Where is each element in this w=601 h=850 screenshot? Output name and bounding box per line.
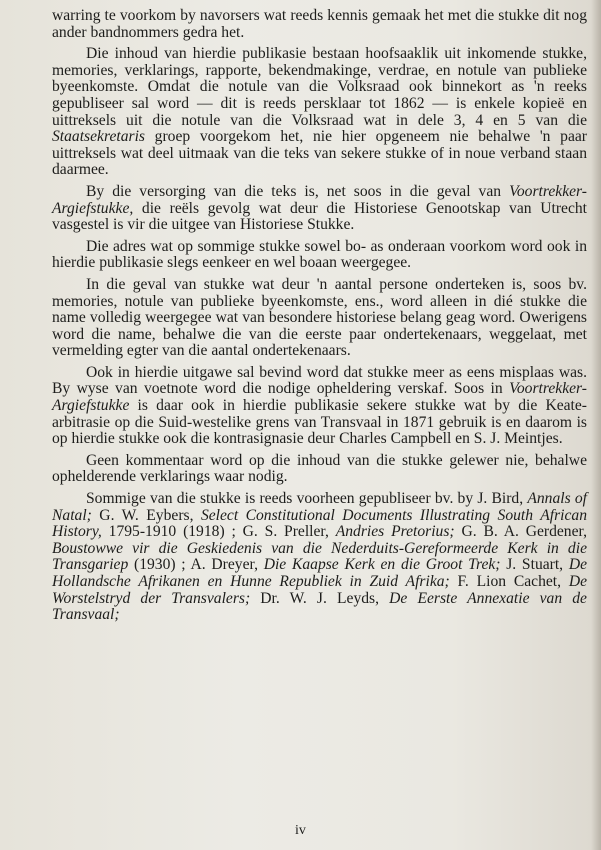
text-run: Geen kommentaar word op die inhoud van die stukke gelewer nie, behalwe ophelderende verklarings waar nodig. bbox=[52, 451, 587, 486]
paragraph bbox=[52, 239, 587, 272]
italic-title: De Eerste Annexatie van de Transvaal; bbox=[52, 589, 587, 624]
italic-title: De Hollandsche Afrikanen en Hunne Republiek in Zuid Afrika; bbox=[52, 556, 588, 590]
text-run: In die geval van stukke wat deur 'n aantal persone onderteken is, soos bv. memories, notule van publieke byeenkomste, ens., word alleen in dié stukke die name volledig weergegee wat van besondere historiese belang geag word. Owerigens word die name, behalwe die van die eerste paar ondertekenaars, weggelaat, met vermelding egter van die aantal ondertekenaars. bbox=[52, 275, 587, 360]
text-run: is daar ook in hierdie publikasie sekere stukke wat by die Keate-arbitrasie op die Suid-westelike grens van Transvaal in 1871 gebruik is en daarom is op hierdie stukke ook die kontrasignasie deur Charles Campbell en S. J. Meintjes. bbox=[52, 397, 587, 448]
italic-title: Die Kaapse Kerk en die Groot Trek; bbox=[263, 556, 501, 574]
page-edge-shadow bbox=[591, 0, 601, 850]
paragraph bbox=[52, 491, 587, 624]
italic-title: Voortrekker-Argiefstukke, bbox=[52, 182, 587, 217]
italic-title: Voortrekker-Argiefstukke bbox=[52, 380, 587, 415]
text-run: (1930) ; A. Dreyer, bbox=[128, 556, 264, 574]
paragraph bbox=[52, 365, 587, 448]
paragraph bbox=[52, 184, 587, 234]
page-number: iv bbox=[295, 823, 306, 838]
text-run: Ook in hierdie uitgawe sal bevind word dat stukke meer as eens misplaas was. By wyse van voetnote word die nodige opheldering verskaf. Soos in bbox=[52, 363, 587, 398]
text-run: 1795-1910 (1918) ; G. S. Preller, bbox=[101, 523, 336, 541]
text-run: By die versorging van die teks is, net soos in die geval van bbox=[86, 182, 510, 200]
text-run: G. W. Eybers, bbox=[91, 506, 201, 524]
text-run: Die inhoud van hierdie publikasie bestaan hoofsaaklik uit inkomende stukke, memories, verklarings, rapporte, bekendmakinge, verdrae, en notule van publieke byeenkomste. Omdat die notule van die Volksraad ook binnekort as 'n reeks gepubliseer sal word — dit is reeds persklaar tot 1862 — is enkele kopieë en uittreksels uit die notule van die Volksraad wat in dele 3, 4 en 5 van die bbox=[52, 45, 587, 129]
italic-title: Staatsekretaris bbox=[52, 128, 145, 146]
text-run: F. Lion Cachet, bbox=[449, 573, 569, 590]
text-run: groep voorgekom het, nie hier opgeneem nie behalwe 'n paar uittreksels wat deel uitmaak van die teks van sekere stukke of in noue verband staan daarmee. bbox=[52, 128, 587, 179]
body-text bbox=[52, 8, 587, 629]
text-run: J. Stuart, bbox=[500, 556, 569, 574]
paragraph bbox=[52, 277, 587, 360]
paragraph bbox=[52, 453, 587, 486]
text-run: Die adres wat op sommige stukke sowel bo- as onderaan voorkom word ook in hierdie publikasie slegs eenkeer en wel boaan weergegee. bbox=[52, 237, 587, 272]
text-run: G. B. A. Gerdener, bbox=[454, 523, 587, 541]
italic-title: Annals of Natal; bbox=[52, 490, 587, 524]
paragraph bbox=[52, 8, 587, 41]
paragraph bbox=[52, 46, 587, 179]
text-run: Sommige van die stukke is reeds voorheen gepubliseer bv. by J. Bird, bbox=[86, 490, 528, 508]
italic-title: De Worstelstryd der Transvalers; bbox=[52, 573, 587, 607]
italic-title: Andries Pretorius; bbox=[335, 523, 455, 541]
text-run: die reëls gevolg wat deur die Historiese Genootskap van Utrecht vasgestel is vir die uitgee van Historiese Stukke. bbox=[52, 199, 587, 234]
text-run: Dr. W. J. Leyds, bbox=[250, 589, 390, 607]
italic-title: Select Constitutional Documents Illustrating South African History, bbox=[52, 506, 588, 541]
text-run: warring te voorkom by navorsers wat reeds kennis gemaak het met die stukke dit nog ander bandnommers gedra het. bbox=[52, 7, 587, 41]
italic-title: Boustowwe vir die Geskiedenis van die Nederduits-Gereformeerde Kerk in die Transgariep bbox=[52, 539, 587, 574]
